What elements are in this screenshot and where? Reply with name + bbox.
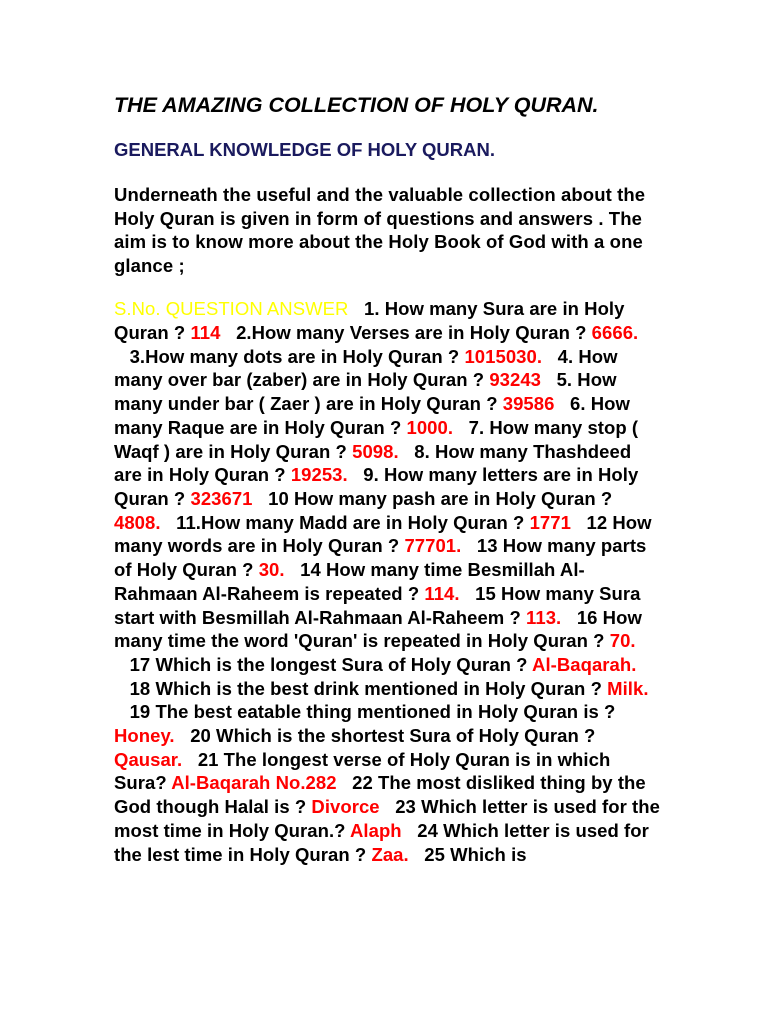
question-text: 6. How many Raque are in Holy Quran ?	[114, 393, 630, 438]
document-page	[114, 90, 662, 866]
answer-text: 323671	[190, 488, 253, 509]
question-text: 25 Which is	[424, 843, 527, 865]
question-text: 12 How many words are in Holy Quran ?	[114, 511, 652, 557]
answer-text: 113.	[526, 606, 562, 628]
question-text: 4. How many over bar (zaber) are in Holy Quran ?	[114, 345, 618, 391]
answer-text: 4808.	[114, 511, 161, 533]
answer-text: 5098.	[352, 440, 399, 462]
question-text: 17 Which is the longest Sura of Holy Quran ?	[129, 653, 528, 675]
answer-text: 114.	[424, 582, 460, 604]
answer-text: 114	[190, 322, 221, 344]
question-text: 15 How many Sura start with Besmillah Al-Rahmaan Al-Raheem ?	[114, 582, 641, 628]
question-text: 22 The most disliked thing by the God though Halal is ?	[114, 772, 646, 818]
question-text: 9. How many letters are in Holy Quran ?	[114, 464, 639, 509]
question-text: 1. How many Sura are in Holy Quran ?	[114, 298, 625, 344]
question-text: 5. How many under bar ( Zaer ) are in Holy Quran ?	[114, 369, 617, 415]
question-text: 20 Which is the shortest Sura of Holy Quran ?	[190, 725, 596, 747]
answer-text: 39586	[502, 393, 555, 415]
question-text: 16 How many time the word 'Quran' is repeated in Holy Quran ?	[114, 606, 642, 652]
question-text: 2.How many Verses are in Holy Quran ?	[236, 322, 587, 344]
answer-text: Qausar.	[114, 748, 183, 770]
answer-text: Milk.	[607, 677, 649, 699]
answer-text: 19253.	[290, 464, 348, 486]
document-subtitle: GENERAL KNOWLEDGE OF HOLY QURAN.	[114, 139, 495, 160]
answer-text: 1015030.	[464, 345, 543, 367]
answer-text: Al-Baqarah.	[532, 653, 637, 675]
question-text: 24 Which letter is used for the lest time in Holy Quran ?	[114, 819, 649, 865]
question-text: 19 The best eatable thing mentioned in Holy Quran is ?	[129, 701, 616, 723]
answer-text: Divorce	[311, 796, 380, 818]
answer-text: 6666.	[591, 322, 639, 344]
answer-text: 1771	[529, 511, 571, 533]
answer-text: Honey.	[114, 725, 175, 747]
qa-paragraph	[114, 297, 662, 866]
answer-text: Zaa.	[371, 843, 409, 865]
table-header: S.No. QUESTION ANSWER	[114, 298, 349, 320]
question-text: 10 How many pash are in Holy Quran ?	[268, 488, 613, 509]
answer-text: 70.	[609, 630, 636, 652]
answer-text: 1000.	[406, 416, 454, 438]
answer-text: 30.	[258, 559, 285, 581]
question-text: 23 Which letter is used for the most time in Holy Quran.?	[114, 796, 660, 841]
document-title: THE AMAZING COLLECTION OF HOLY QURAN.	[114, 93, 599, 117]
answer-text: 77701.	[404, 535, 462, 557]
question-text: 11.How many Madd are in Holy Quran ?	[176, 511, 525, 533]
answer-text: Al-Baqarah No.282	[171, 772, 337, 794]
question-text: 8. How many Thashdeed are in Holy Quran ?	[114, 440, 632, 486]
question-text: 3.How many dots are in Holy Quran ?	[129, 345, 460, 367]
answer-text: 93243	[489, 369, 542, 391]
question-text: 21 The longest verse of Holy Quran is in which Sura?	[114, 748, 611, 794]
question-text: 7. How many stop ( Waqf ) are in Holy Quran ?	[114, 416, 639, 462]
question-text: 18 Which is the best drink mentioned in Holy Quran ?	[129, 677, 602, 699]
answer-text: Alaph	[350, 819, 402, 841]
question-text: 13 How many parts of Holy Quran ?	[114, 535, 647, 581]
question-text: 14 How many time Besmillah Al-Rahmaan Al-Raheem is repeated ?	[114, 559, 585, 604]
intro-paragraph: Underneath the useful and the valuable collection about the Holy Quran is given in form of questions and answers . The aim is to know more about the Holy Book of God with a one glance ;	[114, 184, 646, 276]
